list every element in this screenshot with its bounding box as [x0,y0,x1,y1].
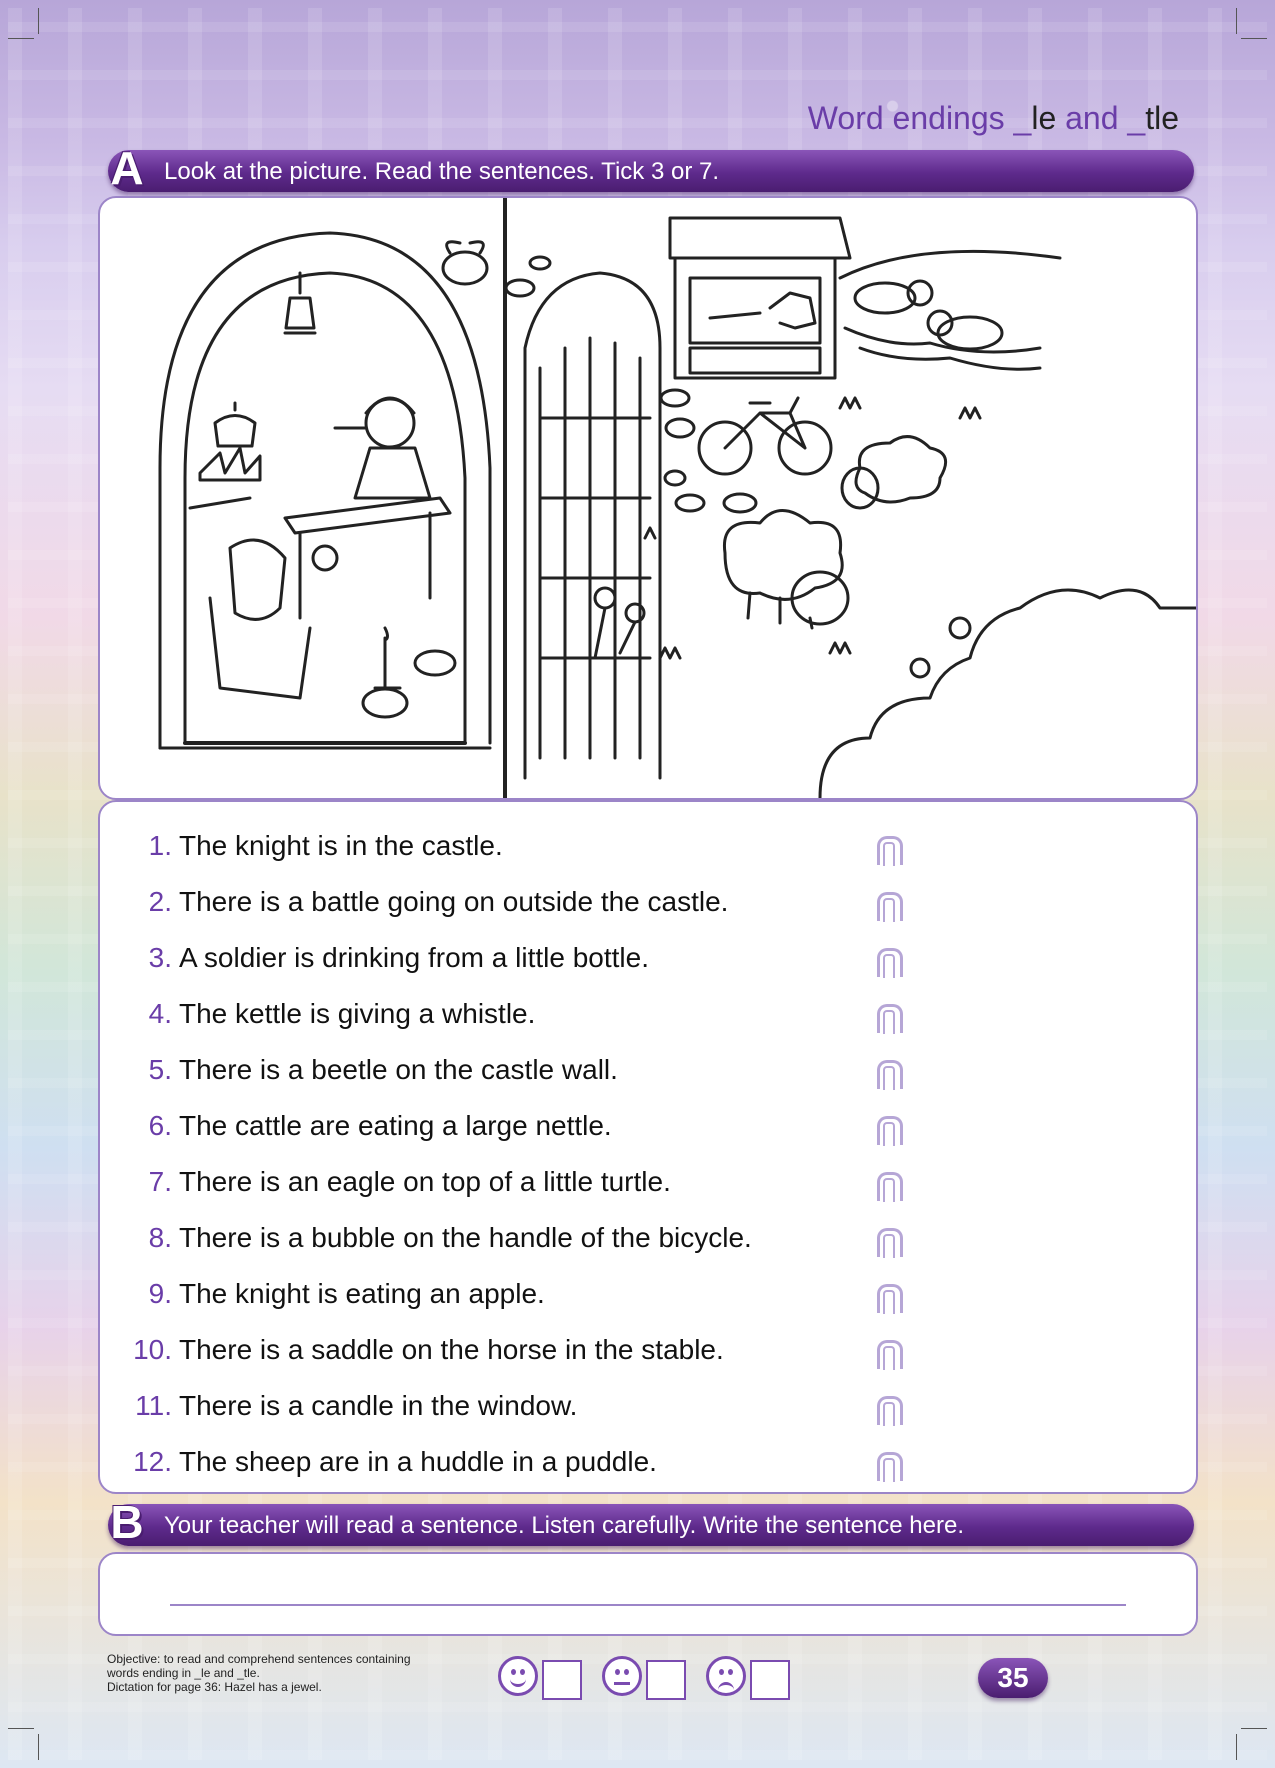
sentence-number: 1. [148,830,172,861]
sentence-text: The knight is eating an apple. [179,1278,545,1309]
crop-mark [38,1734,39,1760]
writing-box[interactable] [98,1552,1198,1636]
worksheet-page [8,8,1267,1760]
sentence-text: There is a bubble on the handle of the bicycle. [179,1222,752,1253]
page-title [808,100,1179,137]
sentence-text: A soldier is drinking from a little bottle. [179,942,649,973]
happy-checkbox[interactable] [542,1660,582,1700]
section-a-instruction: Look at the picture. Read the sentences. Tick 3 or 7. [164,158,719,185]
tick-box[interactable] [877,1060,903,1089]
writing-line [170,1604,1126,1606]
sentences-box [98,800,1198,1494]
objective-line: Objective: to read and comprehend sentences containing [107,1652,411,1666]
title-part: tle [1145,100,1179,136]
crop-mark [1236,1734,1237,1760]
sentence-text: There is a battle going on outside the castle. [179,886,729,917]
castle-farm-illustration [100,198,1196,798]
sentence-text: The knight is in the castle. [179,830,503,861]
tick-box[interactable] [877,1172,903,1201]
happy-face-icon [498,1656,538,1696]
crop-mark [8,38,34,39]
sentence-number: 10. [133,1334,172,1365]
tick-box[interactable] [877,1116,903,1145]
sentence-number: 6. [148,1110,172,1141]
crop-mark [8,1728,34,1729]
sentence-number: 8. [148,1222,172,1253]
neutral-face-icon [602,1656,642,1696]
tick-box[interactable] [877,1228,903,1257]
objective-line: Dictation for page 36: Hazel has a jewel. [107,1680,322,1694]
sentence-text: There is a beetle on the castle wall. [179,1054,618,1085]
section-b-letter: B [110,1496,144,1548]
sentence-text: The kettle is giving a whistle. [179,998,536,1029]
section-b-instruction: Your teacher will read a sentence. Listen carefully. Write the sentence here. [164,1512,965,1539]
tick-box[interactable] [877,892,903,921]
tick-box[interactable] [877,1004,903,1033]
page-number: 35 [978,1658,1048,1698]
tick-box[interactable] [877,1452,903,1481]
tick-box[interactable] [877,836,903,865]
sentence-text: The sheep are in a huddle in a puddle. [179,1446,657,1477]
sad-checkbox[interactable] [750,1660,790,1700]
objective-line: words ending in _le and _tle. [107,1666,260,1680]
crop-mark [1236,8,1237,34]
sentence-text: There is a saddle on the horse in the stable. [179,1334,724,1365]
crop-mark [1241,1728,1267,1729]
sentence-number: 9. [148,1278,172,1309]
title-part: Word endings _ [807,100,1032,136]
sentence-text: The cattle are eating a large nettle. [179,1110,612,1141]
sentence-number: 11. [135,1390,172,1421]
tick-box[interactable] [877,1396,903,1425]
crop-mark [38,8,39,34]
sentence-number: 12. [133,1446,172,1477]
sentence-text: There is a candle in the window. [179,1390,578,1421]
sentence-number: 4. [148,998,172,1029]
tick-box[interactable] [877,948,903,977]
section-a-letter: A [110,142,144,194]
crop-mark [1241,38,1267,39]
sentence-number: 2. [148,886,172,917]
section-a-header [108,142,1194,194]
sad-face-icon [706,1656,746,1696]
sentence-number: 5. [148,1054,172,1085]
tick-box[interactable] [877,1284,903,1313]
title-part: le [1031,100,1057,136]
objective-note [107,1652,467,1694]
neutral-checkbox[interactable] [646,1660,686,1700]
sentence-list [112,830,1172,1477]
picture-box [98,196,1198,800]
sentence-number: 7. [148,1166,172,1197]
section-b-header [108,1496,1194,1548]
sentence-number: 3. [148,942,172,973]
title-part: and _ [1056,100,1146,136]
sentence-text: There is an eagle on top of a little turtle. [179,1166,671,1197]
tick-box[interactable] [877,1340,903,1369]
